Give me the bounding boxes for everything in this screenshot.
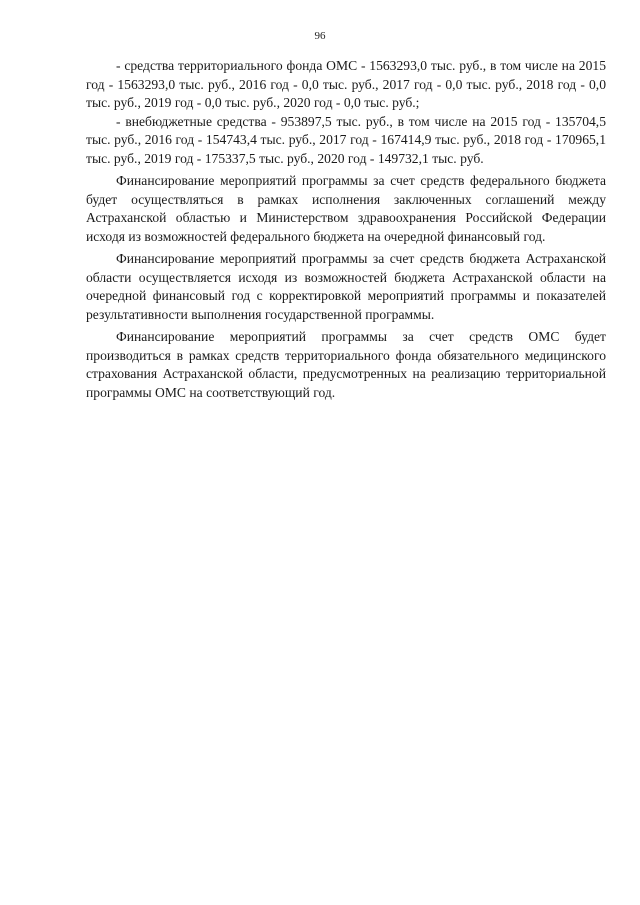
paragraph-oms-funds: - средства территориального фонда ОМС - 1563293,0 тыс. руб., в том числе на 2015 год - 1563293,0 тыс. руб., 2016 год - 0,0 тыс. руб., 2017 год - 0,0 тыс. руб., 2018 год - 0,0 тыс. руб., 2019 год - 0,0 тыс. руб., 2020 год - 0,0 тыс. руб.; bbox=[86, 58, 606, 110]
paragraph-regional-budget: Финансирование мероприятий программы за счет средств бюджета Астраханской области осуществляется исходя из возможностей бюджета Астраханской области на очередной финансовый год с корректировкой мероприятий программы и показателей результативности выполнения государственной программы. bbox=[86, 251, 606, 322]
paragraph-extrabudgetary-funds: - внебюджетные средства - 953897,5 тыс. руб., в том числе на 2015 год - 135704,5 тыс. руб., 2016 год - 154743,4 тыс. руб., 2017 год - 167414,9 тыс. руб., 2018 год - 170965,1 тыс. руб., 2019 год - 175337,5 тыс. руб., 2020 год - 149732,1 тыс. руб. bbox=[86, 113, 606, 166]
page-number: 96 bbox=[314, 30, 326, 42]
paragraph-federal-budget: Финансирование мероприятий программы за счет средств федерального бюджета будет осуществляться в рамках исполнения заключенных соглашений между Астраханской областью и Министерством здравоохранения Российской Федерации исходя из возможностей федерального бюджета на очередной финансовый год. bbox=[86, 173, 606, 244]
document-body bbox=[86, 57, 606, 402]
paragraph-oms-financing: Финансирование мероприятий программы за счет средств ОМС будет производиться в рамках средств территориального фонда обязательного медицинского страхования Астраханской области, предусмотренных на реализацию территориальной программы ОМС на соответствующий год. bbox=[86, 329, 606, 400]
